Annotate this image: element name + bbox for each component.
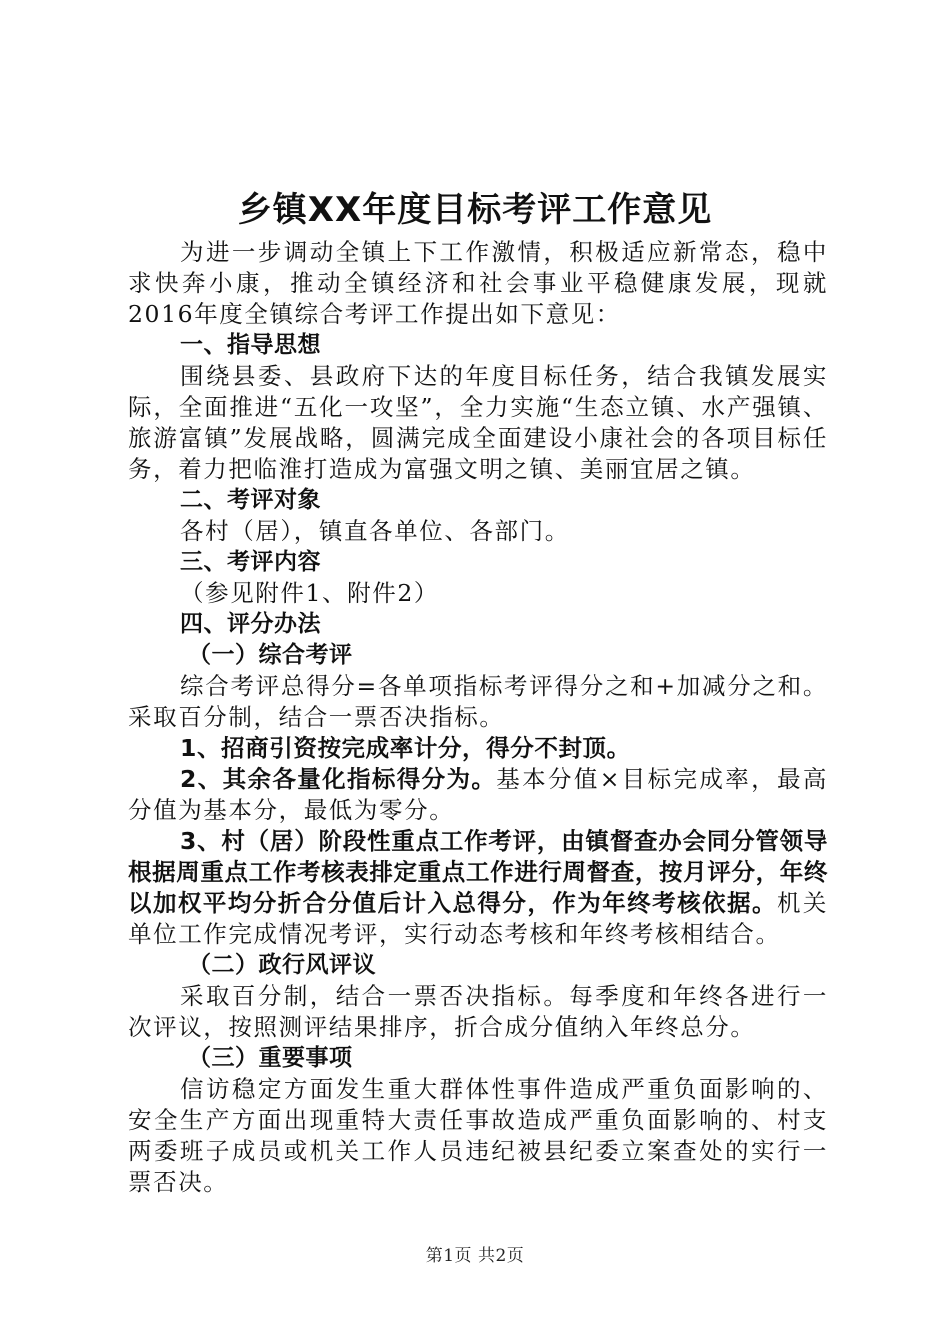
subsection-heading-important-matters: （三）重要事项 — [188, 1045, 353, 1071]
document-body — [128, 237, 828, 1198]
subsection-text-important-matters: 信访稳定方面发生重大群体性事件造成严重负面影响的、安全生产方面出现重特大责任事故造成严重负面影响的、村支两委班子成员或机关工作人员违纪被县纪委立案查处的实行一票否决。 — [128, 1075, 828, 1196]
scoring-item-3 — [128, 826, 828, 950]
section-heading-evaluation-targets: 二、考评对象 — [180, 487, 321, 513]
subsection-text-conduct-review: 采取百分制，结合一票否决指标。每季度和年终各进行一次评议，按照测评结果排序，折合成分值纳入年终总分。 — [128, 982, 828, 1041]
subsection-heading-comprehensive: （一）综合考评 — [188, 642, 353, 668]
intro-paragraph: 为进一步调动全镇上下工作激情，积极适应新常态，稳中求快奔小康，推动全镇经济和社会事业平稳健康发展，现就2016年度全镇综合考评工作提出如下意见： — [128, 238, 828, 328]
scoring-item-3-lead: 3、村（居）阶段性重点工作考评，由镇督查办会同分管领导根据周重点工作考核表排定重点工作进行周督查，按月评分，年终以加权平均分折合分值后计入总得分，作为年终考核依据。 — [128, 827, 828, 917]
section-heading-guiding-thought: 一、指导思想 — [180, 332, 321, 358]
document-title: 乡镇XX年度目标考评工作意见 — [237, 190, 713, 230]
section-heading-evaluation-content: 三、考评内容 — [180, 549, 321, 575]
scoring-item-2 — [128, 764, 828, 826]
page-footer: 第1页 共2页 — [425, 1246, 525, 1266]
scoring-item-1: 1、招商引资按完成率计分，得分不封顶。 — [180, 734, 631, 762]
scoring-item-3-rest: 机关单位工作完成情况考评，实行动态考核和年终考核相结合。 — [128, 889, 828, 948]
scoring-item-2-rest: 基本分值×目标完成率，最高分值为基本分，最低为零分。 — [128, 765, 828, 824]
section-text-guiding-thought: 围绕县委、县政府下达的年度目标任务，结合我镇发展实际，全面推进“五化一攻坚”，全力实施“生态立镇、水产强镇、旅游富镇”发展战略，圆满完成全面建设小康社会的各项目标任务，着力把临淮打造成为富强文明之镇、美丽宜居之镇。 — [128, 362, 828, 483]
section-heading-scoring-method: 四、评分办法 — [180, 611, 321, 637]
subsection-text-comprehensive: 综合考评总得分=各单项指标考评得分之和+加减分之和。采取百分制，结合一票否决指标。 — [128, 672, 828, 731]
section-text-evaluation-content: （参见附件1、附件2） — [180, 579, 440, 607]
section-text-evaluation-targets: 各村（居），镇直各单位、各部门。 — [180, 517, 570, 545]
scoring-item-2-lead: 2、其余各量化指标得分为。 — [180, 765, 497, 793]
subsection-heading-conduct-review: （二）政行风评议 — [188, 952, 376, 978]
